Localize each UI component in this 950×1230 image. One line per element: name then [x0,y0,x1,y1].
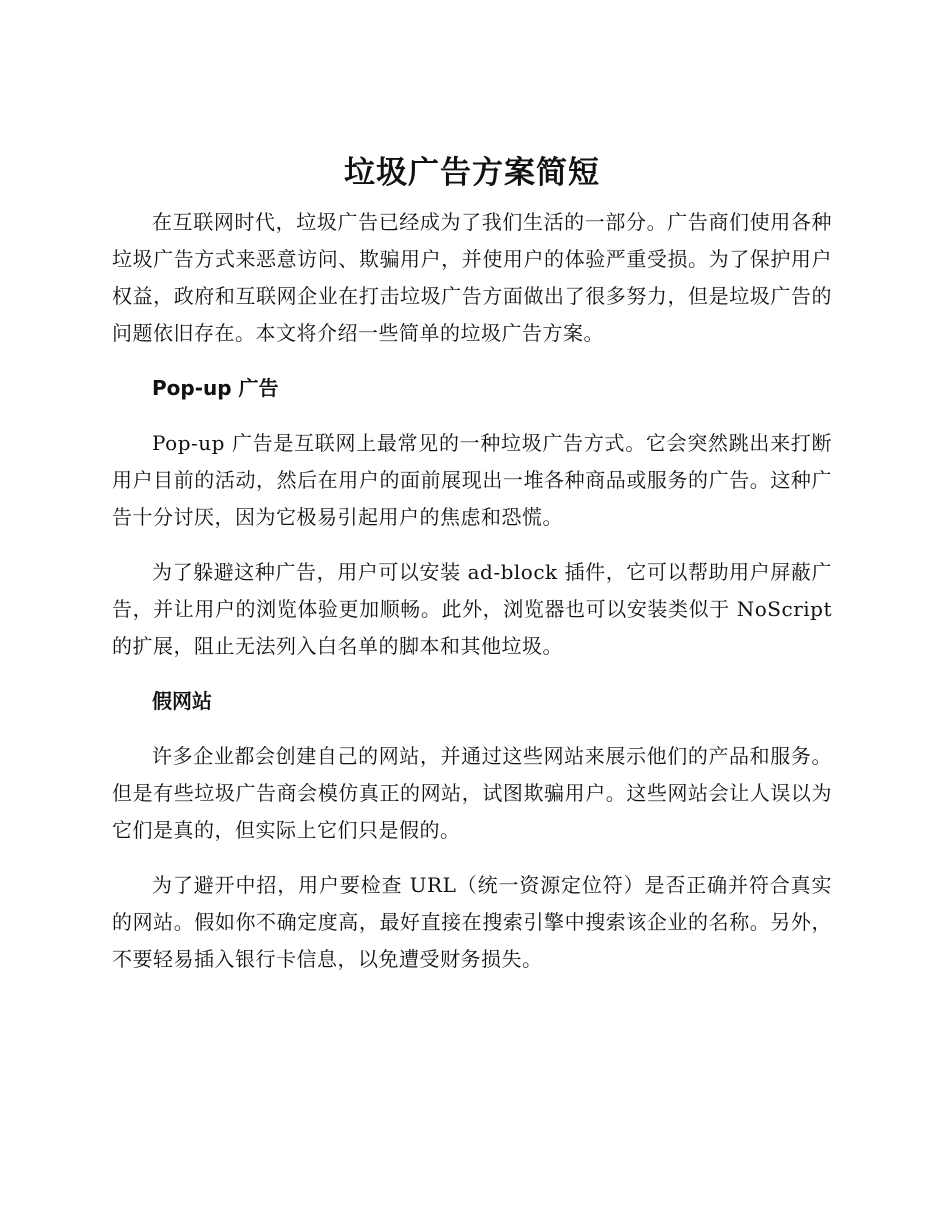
section-paragraph: 为了躲避这种广告，用户可以安装 ad-block 插件，它可以帮助用户屏蔽广告，并让用户的浏览体验更加顺畅。此外，浏览器也可以安装类似于 NoScript 的扩展，阻止无法列入白名单的脚本和其他垃圾。 [112,560,832,658]
section-fake-websites [112,683,832,978]
document-title: 垃圾广告方案简短 [344,155,600,191]
section-paragraph: 许多企业都会创建自己的网站，并通过这些网站来展示他们的产品和服务。但是有些垃圾广告商会模仿真正的网站，试图欺骗用户。这些网站会让人误以为它们是真的，但实际上它们只是假的。 [112,744,832,842]
section-popup-ads [112,370,832,665]
section-paragraph: 为了避开中招，用户要检查 URL（统一资源定位符）是否正确并符合真实的网站。假如你不确定度高，最好直接在搜索引擎中搜索该企业的名称。另外，不要轻易插入银行卡信息，以免遭受财务损失。 [112,873,832,971]
section-paragraph: Pop-up 广告是互联网上最常见的一种垃圾广告方式。它会突然跳出来打断用户目前的活动，然后在用户的面前展现出一堆各种商品或服务的广告。这种广告十分讨厌，因为它极易引起用户的焦虑和恐慌。 [112,431,832,529]
section-heading-popup: Pop-up 广告 [152,376,279,400]
document-page [112,148,832,996]
section-heading-fake-sites: 假网站 [152,689,212,713]
intro-paragraph: 在互联网时代，垃圾广告已经成为了我们生活的一部分。广告商们使用各种垃圾广告方式来恶意访问、欺骗用户，并使用户的体验严重受损。为了保护用户权益，政府和互联网企业在打击垃圾广告方面做出了很多努力，但是垃圾广告的问题依旧存在。本文将介绍一些简单的垃圾广告方案。 [112,210,832,345]
